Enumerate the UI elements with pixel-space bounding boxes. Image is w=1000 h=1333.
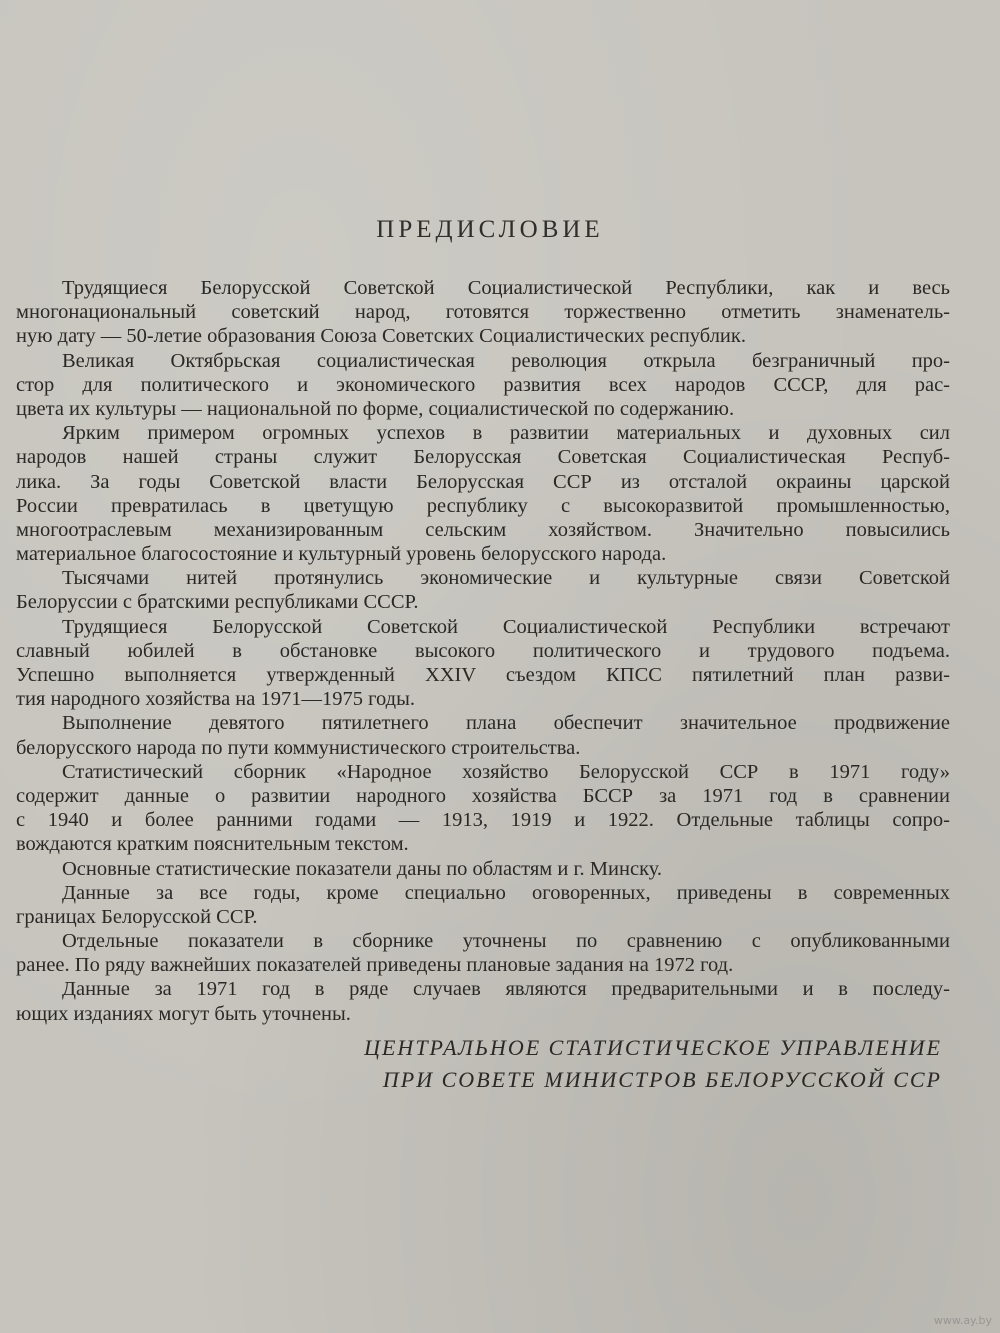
text-line: с 1940 и более ранними годами — 1913, 1919 и 1922. Отдельные таблицы сопро- [16, 809, 950, 832]
text-line: Выполнение девятого пятилетнего плана обеспечит значительное продвижение [62, 712, 950, 735]
text-line: границах Белорусской ССР. [16, 905, 258, 928]
text-line: многоотраслевым механизированным сельским хозяйством. Значительно повысились [16, 518, 950, 541]
page-title: ПРЕДИСЛОВИЕ [376, 216, 604, 243]
signature-block [364, 1032, 942, 1096]
text-line: Трудящиеся Белорусской Советской Социалистической Республики, как и весь [62, 277, 950, 299]
text-line: тия народного хозяйства на 1971—1975 годы. [16, 688, 415, 711]
text-line: Отдельные показатели в сборнике уточнены по сравнению с опубликованными [62, 930, 950, 953]
text-line: Данные за 1971 год в ряде случаев являются предварительными и в последу- [62, 978, 950, 1001]
text-line: лика. За годы Советской власти Белорусская ССР из отсталой окраины царской [16, 470, 950, 493]
text-line: Трудящиеся Белорусской Советской Социалистической Республики встречают [62, 615, 950, 638]
text-line: Ярким примером огромных успехов в развитии материальных и духовных сил [62, 422, 950, 445]
watermark: www.ay.by [933, 1314, 992, 1327]
text-line: ющих изданиях могут быть уточнены. [16, 1002, 351, 1025]
text-line: ранее. По ряду важнейших показателей приведены плановые задания на 1972 год. [16, 954, 734, 977]
text-line: России превратилась в цветущую республику с высокоразвитой промышленностью, [16, 494, 950, 517]
preface-body [16, 276, 950, 1026]
text-line: цвета их культуры — национальной по форме, социалистической по содержанию. [16, 397, 735, 420]
text-line: народов нашей страны служит Белорусская Советская Социалистическая Респуб- [16, 446, 950, 469]
text-line: белорусского народа по пути коммунистического строительства. [16, 736, 581, 759]
signature-line-2: ПРИ СОВЕТЕ МИНИСТРОВ БЕЛОРУССКОЙ ССР [382, 1067, 942, 1092]
text-line: вождаются кратким пояснительным текстом. [16, 833, 409, 856]
text-line: материальное благосостояние и культурный уровень белорусского народа. [16, 543, 667, 566]
text-line: славный юбилей в обстановке высокого политического и трудового подъема. [16, 639, 950, 662]
text-line: Успешно выполняется утвержденный XXIV съездом КПСС пятилетний план разви- [16, 664, 950, 686]
text-line: Данные за все годы, кроме специально оговоренных, приведены в современных [62, 881, 950, 904]
signature-line-1: ЦЕНТРАЛЬНОЕ СТАТИСТИЧЕСКОЕ УПРАВЛЕНИЕ [364, 1035, 942, 1060]
text-line: Тысячами нитей протянулись экономические и культурные связи Советской [62, 567, 950, 590]
text-line: Великая Октябрьская социалистическая революция открыла безграничный про- [62, 349, 950, 372]
text-line: Основные статистические показатели даны по областям и г. Минску. [62, 857, 663, 880]
text-line: Белоруссии с братскими республиками СССР. [16, 591, 419, 614]
text-line: содержит данные о развитии народного хозяйства БССР за 1971 год в сравнении [16, 784, 950, 807]
text-line: Статистический сборник «Народное хозяйство Белорусской ССР в 1971 году» [62, 760, 950, 783]
text-line: многонациональный советский народ, готовятся торжественно отметить знаменатель- [16, 301, 950, 324]
text-line: стор для политического и экономического развития всех народов СССР, для рас- [16, 373, 950, 396]
text-line: ную дату — 50-летие образования Союза Советских Социалистических республик. [16, 325, 746, 348]
